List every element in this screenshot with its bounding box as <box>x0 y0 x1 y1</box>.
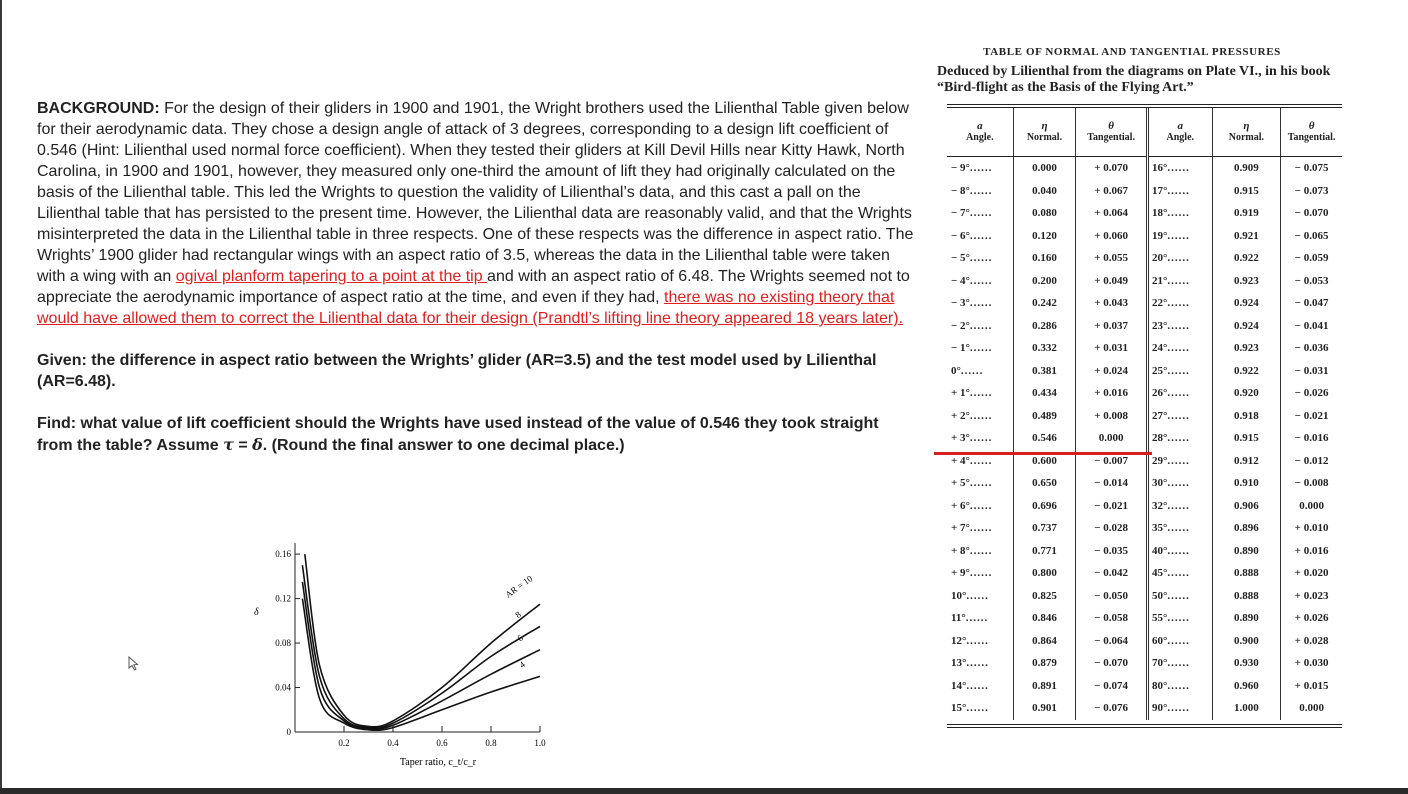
table-row <box>947 180 1342 203</box>
y-tick-label: 0.08 <box>275 638 291 649</box>
cell-angle: + 6°...... <box>947 495 1013 518</box>
y-tick-label: 0.04 <box>275 682 291 693</box>
leader-dots: ...... <box>969 522 993 535</box>
header-angle: a Angle. <box>947 108 1013 157</box>
cell-normal: 0.546 <box>1013 427 1076 450</box>
highlight-prandtl: there was no existing theory that would have allowed them to correct the Lilienthal data for their design (Prandtl’s lifting line theory appeared 18 years later). <box>37 289 903 327</box>
cell-angle: + 3°...... <box>947 427 1013 450</box>
y-tick-label: 0.16 <box>275 549 291 560</box>
leader-dots: ...... <box>1167 702 1190 715</box>
find-equals: = <box>233 437 253 454</box>
cell-normal: 0.650 <box>1013 472 1076 495</box>
cell-normal: 0.489 <box>1013 405 1076 428</box>
leader-dots: ...... <box>966 634 989 647</box>
table-row <box>947 315 1342 338</box>
cell-angle: 15°...... <box>947 697 1013 720</box>
cell-angle-2: 70°...... <box>1147 652 1212 675</box>
background-text-2: and with an aspect ratio of 6.48. The Wrights seemed not to appreciate the aerodynamic importance of aspect ratio at the time, and even if they had, <box>37 268 910 306</box>
cell-normal: 0.332 <box>1013 337 1076 360</box>
cell-angle-2: 80°...... <box>1147 675 1212 698</box>
cell-angle-2: 21°...... <box>1147 270 1212 293</box>
cell-normal-2: 0.915 <box>1212 427 1281 450</box>
leader-dots: ...... <box>1167 544 1190 557</box>
cell-angle-2: 17°...... <box>1147 180 1212 203</box>
leader-dots: ...... <box>1167 274 1190 287</box>
cell-normal: 0.160 <box>1013 247 1076 270</box>
cell-tangential-2: + 0.010 <box>1294 522 1329 535</box>
cell-normal-2: 0.896 <box>1212 517 1281 540</box>
highlight-row-underline <box>934 452 1152 455</box>
cell-angle: + 2°...... <box>947 405 1013 428</box>
cell-angle: + 1°...... <box>947 382 1013 405</box>
table-row <box>947 427 1342 450</box>
cell-angle-2: 18°...... <box>1147 202 1212 225</box>
leader-dots: ...... <box>1167 342 1190 355</box>
cell-tangential: + 0.037 <box>1076 315 1148 338</box>
leader-dots: ...... <box>1167 252 1190 265</box>
leader-dots: ...... <box>960 364 984 377</box>
cell-normal-2: 0.921 <box>1212 225 1281 248</box>
cell-angle-2: 45°...... <box>1147 562 1212 585</box>
cell-tangential-2: + 0.015 <box>1294 679 1329 692</box>
cell-normal: 0.864 <box>1013 630 1076 653</box>
y-ticks <box>275 549 300 737</box>
lilienthal-table-panel <box>928 46 1346 715</box>
leader-dots: ...... <box>1167 589 1190 602</box>
leader-dots: ...... <box>1167 229 1190 242</box>
leader-dots: ...... <box>969 477 993 490</box>
series-line <box>302 599 540 731</box>
cell-tangential: + 0.016 <box>1076 382 1148 405</box>
background-text-1: For the design of their gliders in 1900 and 1901, the Wright brothers used the Lilienthal Table given below for their aerodynamic data. They chose a design angle of attack of 3 degrees, corresponding to a design lift coefficient of 0.546 (Hint: Lilienthal used normal force coefficient). When they tested their gliders at Kill Devil Hills near Kitty Hawk, North Carolina, in 1900 and 1901, however, they measured only one-third the amount of lift they had originally calculated on the basis of the Lilienthal table. This led the Wrights to question the validity of Lilienthal’s data, and this cast a pall on the Lilienthal table that has persisted to the present time. However, the Lilienthal data are reasonably valid, and that the Wrights misinterpreted the data in the Lilienthal table in three respects. One of these respects was the difference in aspect ratio. The Wrights’ 1900 glider had rectangular wings with an aspect ratio of 3.5, whereas the data in the Lilienthal table were taken with a wing with an <box>37 100 914 285</box>
cell-normal: 0.696 <box>1013 495 1076 518</box>
cell-angle: 13°...... <box>947 652 1013 675</box>
leader-dots: ...... <box>1167 319 1190 332</box>
cell-normal: 0.120 <box>1013 225 1076 248</box>
cell-normal-2: 0.910 <box>1212 472 1281 495</box>
leader-dots: ...... <box>1167 477 1190 490</box>
table-row <box>947 360 1342 383</box>
cell-angle-2: 40°...... <box>1147 540 1212 563</box>
table-row <box>947 202 1342 225</box>
cell-normal-2: 0.912 <box>1212 450 1281 473</box>
leader-dots: ...... <box>969 567 993 580</box>
leader-dots: ...... <box>1167 454 1190 467</box>
cell-normal-2: 0.922 <box>1212 247 1281 270</box>
cell-angle: − 9°...... <box>947 157 1013 180</box>
cell-angle: − 7°...... <box>947 202 1013 225</box>
leader-dots: ...... <box>969 342 993 355</box>
cell-normal: 0.901 <box>1013 697 1076 720</box>
cell-angle: 14°...... <box>947 675 1013 698</box>
find-text-2: . (Round the final answer to one decimal place.) <box>262 437 625 454</box>
table-row <box>947 292 1342 315</box>
leader-dots: ...... <box>1167 409 1190 422</box>
cell-angle-2: 28°...... <box>1147 427 1212 450</box>
cell-angle-2: 50°...... <box>1147 585 1212 608</box>
cell-tangential-2: − 0.012 <box>1294 454 1329 467</box>
cell-tangential: + 0.055 <box>1076 247 1148 270</box>
table-header-row <box>947 108 1342 157</box>
cell-tangential: + 0.008 <box>1076 405 1148 428</box>
cell-tangential-2: + 0.026 <box>1294 612 1329 625</box>
table-row <box>947 540 1342 563</box>
table-row <box>947 652 1342 675</box>
cell-angle-2: 60°...... <box>1147 630 1212 653</box>
highlight-planform: ogival planform tapering to a point at the tip <box>175 268 488 285</box>
cell-tangential: − 0.074 <box>1076 675 1148 698</box>
cell-tangential-2: − 0.016 <box>1294 432 1329 445</box>
x-tick-label: 1.0 <box>534 738 546 748</box>
leader-dots: ...... <box>1167 297 1190 310</box>
cell-tangential-2: 0.000 <box>1299 702 1324 715</box>
leader-dots: ...... <box>1167 432 1190 445</box>
cell-normal-2: 0.922 <box>1212 360 1281 383</box>
cell-tangential: − 0.021 <box>1076 495 1148 518</box>
cell-angle-2: 24°...... <box>1147 337 1212 360</box>
cell-angle: − 5°...... <box>947 247 1013 270</box>
x-tick-label: 0.4 <box>387 738 399 748</box>
lilienthal-table <box>947 108 1342 720</box>
table-row <box>947 337 1342 360</box>
cell-angle: 11°...... <box>947 607 1013 630</box>
cell-normal-2: 0.909 <box>1212 157 1281 180</box>
cell-angle: + 5°...... <box>947 472 1013 495</box>
cell-angle-2: 32°...... <box>1147 495 1212 518</box>
leader-dots: ...... <box>969 162 993 175</box>
cell-angle: + 4°...... <box>947 450 1013 473</box>
leader-dots: ...... <box>1167 184 1190 197</box>
header-tangential-2: θ Tangential. <box>1281 108 1342 157</box>
cell-tangential-2: − 0.065 <box>1294 229 1329 242</box>
cell-normal-2: 0.888 <box>1212 585 1281 608</box>
cell-angle-2: 16°...... <box>1147 157 1212 180</box>
find-paragraph <box>37 413 917 456</box>
table-row <box>947 495 1342 518</box>
cell-angle: 0°...... <box>947 360 1013 383</box>
header-angle-2: a Angle. <box>1147 108 1212 157</box>
cell-tangential-2: + 0.016 <box>1294 544 1329 557</box>
cell-normal-2: 0.923 <box>1212 337 1281 360</box>
leader-dots: ...... <box>1167 499 1190 512</box>
lilienthal-title: TABLE OF NORMAL AND TANGENTIAL PRESSURES <box>983 46 1281 58</box>
cell-tangential: − 0.035 <box>1076 540 1148 563</box>
cell-tangential-2: − 0.031 <box>1294 364 1329 377</box>
cell-normal-2: 0.923 <box>1212 270 1281 293</box>
cell-angle-2: 27°...... <box>1147 405 1212 428</box>
y-axis-label: δ <box>254 607 259 618</box>
table-row <box>947 562 1342 585</box>
table-row <box>947 382 1342 405</box>
cell-normal: 0.242 <box>1013 292 1076 315</box>
cell-normal-2: 0.915 <box>1212 180 1281 203</box>
table-row <box>947 630 1342 653</box>
cell-tangential: 0.000 <box>1076 427 1148 450</box>
cell-tangential: − 0.058 <box>1076 607 1148 630</box>
cell-normal-2: 0.920 <box>1212 382 1281 405</box>
taper-ratio-chart <box>240 525 580 775</box>
leader-dots: ...... <box>966 657 989 670</box>
cell-tangential: − 0.050 <box>1076 585 1148 608</box>
cell-tangential-2: − 0.021 <box>1294 409 1329 422</box>
cell-angle: − 3°...... <box>947 292 1013 315</box>
cell-angle: − 6°...... <box>947 225 1013 248</box>
cell-angle: − 4°...... <box>947 270 1013 293</box>
cell-normal-2: 0.919 <box>1212 202 1281 225</box>
header-tangential: θ Tangential. <box>1076 108 1148 157</box>
cell-tangential-2: − 0.047 <box>1294 297 1329 310</box>
window-frame-left <box>0 0 2 794</box>
cell-angle: − 8°...... <box>947 180 1013 203</box>
leader-dots: ...... <box>969 184 993 197</box>
cell-normal-2: 0.918 <box>1212 405 1281 428</box>
series-label: AR = 10 <box>503 573 535 600</box>
cell-tangential-2: − 0.059 <box>1294 252 1329 265</box>
cell-tangential-2: − 0.070 <box>1294 207 1329 220</box>
table-bottom-rule-2 <box>947 727 1342 728</box>
cell-normal: 0.434 <box>1013 382 1076 405</box>
cell-angle-2: 30°...... <box>1147 472 1212 495</box>
cell-normal: 0.040 <box>1013 180 1076 203</box>
cell-tangential-2: − 0.026 <box>1294 387 1329 400</box>
leader-dots: ...... <box>1167 162 1190 175</box>
leader-dots: ...... <box>969 274 993 287</box>
cell-angle-2: 19°...... <box>1147 225 1212 248</box>
cell-normal-2: 0.890 <box>1212 607 1281 630</box>
cell-normal-2: 0.924 <box>1212 292 1281 315</box>
cell-angle: + 9°...... <box>947 562 1013 585</box>
series-label: 6 <box>515 632 525 644</box>
leader-dots: ...... <box>969 432 993 445</box>
cell-tangential-2: − 0.041 <box>1294 319 1329 332</box>
leader-dots: ...... <box>969 252 993 265</box>
mouse-pointer-icon <box>128 656 142 672</box>
cell-normal: 0.846 <box>1013 607 1076 630</box>
cell-normal-2: 0.900 <box>1212 630 1281 653</box>
cell-normal-2: 0.924 <box>1212 315 1281 338</box>
cell-tangential: − 0.028 <box>1076 517 1148 540</box>
leader-dots: ...... <box>969 544 993 557</box>
cell-angle-2: 23°...... <box>1147 315 1212 338</box>
leader-dots: ...... <box>1167 207 1190 220</box>
cell-normal-2: 0.906 <box>1212 495 1281 518</box>
cell-angle-2: 20°...... <box>1147 247 1212 270</box>
series-label: 8 <box>513 609 523 621</box>
table-row <box>947 157 1342 180</box>
cell-tangential-2: + 0.028 <box>1294 634 1329 647</box>
lilienthal-table-wrap <box>947 104 1342 728</box>
leader-dots: ...... <box>966 679 989 692</box>
cell-tangential-2: − 0.073 <box>1294 184 1329 197</box>
problem-statement <box>37 98 917 456</box>
header-normal-2: η Normal. <box>1212 108 1281 157</box>
leader-dots: ...... <box>1167 567 1190 580</box>
cell-tangential: − 0.042 <box>1076 562 1148 585</box>
cell-normal: 0.200 <box>1013 270 1076 293</box>
leader-dots: ...... <box>1167 679 1190 692</box>
table-row <box>947 697 1342 720</box>
y-tick-label: 0 <box>286 727 291 737</box>
x-axis-label: Taper ratio, c_t/c_r <box>399 757 477 768</box>
leader-dots: ...... <box>969 409 993 422</box>
cell-tangential-2: + 0.030 <box>1294 657 1329 670</box>
cell-normal-2: 1.000 <box>1212 697 1281 720</box>
header-normal: η Normal. <box>1013 108 1076 157</box>
cell-angle-2: 55°...... <box>1147 607 1212 630</box>
cell-tangential-2: 0.000 <box>1299 499 1324 512</box>
table-row <box>947 585 1342 608</box>
cell-normal: 0.825 <box>1013 585 1076 608</box>
cell-normal-2: 0.888 <box>1212 562 1281 585</box>
leader-dots: ...... <box>969 387 993 400</box>
cell-tangential: + 0.049 <box>1076 270 1148 293</box>
table-row <box>947 472 1342 495</box>
leader-dots: ...... <box>1167 364 1190 377</box>
cell-angle-2: 25°...... <box>1147 360 1212 383</box>
cell-tangential: − 0.070 <box>1076 652 1148 675</box>
leader-dots: ...... <box>969 499 993 512</box>
cell-tangential: + 0.064 <box>1076 202 1148 225</box>
leader-dots: ...... <box>966 702 989 715</box>
lilienthal-subtitle: Deduced by Lilienthal from the diagrams on Plate VI., in his book “Bird-flight as the Basis of the Flying Art.” <box>937 64 1331 95</box>
cell-normal-2: 0.890 <box>1212 540 1281 563</box>
cell-tangential: + 0.043 <box>1076 292 1148 315</box>
cell-tangential-2: − 0.008 <box>1294 477 1329 490</box>
cell-normal: 0.879 <box>1013 652 1076 675</box>
cell-tangential: + 0.070 <box>1076 157 1148 180</box>
cell-tangential: + 0.031 <box>1076 337 1148 360</box>
cell-normal: 0.891 <box>1013 675 1076 698</box>
cell-normal-2: 0.930 <box>1212 652 1281 675</box>
table-row <box>947 517 1342 540</box>
cell-tangential-2: + 0.023 <box>1294 589 1329 602</box>
x-tick-label: 0.6 <box>436 738 448 748</box>
cell-tangential: + 0.067 <box>1076 180 1148 203</box>
cell-tangential-2: − 0.075 <box>1294 162 1329 175</box>
series-line <box>305 554 540 727</box>
cell-angle-2: 26°...... <box>1147 382 1212 405</box>
table-bottom-rule <box>947 724 1342 725</box>
cell-angle-2: 29°...... <box>1147 450 1212 473</box>
cell-normal-2: 0.960 <box>1212 675 1281 698</box>
leader-dots: ...... <box>969 229 993 242</box>
cell-tangential-2: − 0.036 <box>1294 342 1329 355</box>
find-text-1: Find: what value of lift coefficient should the Wrights have used instead of the value of 0.546 they took straight from the table? Assume <box>37 415 879 454</box>
cell-tangential-2: + 0.020 <box>1294 567 1329 580</box>
cell-angle-2: 35°...... <box>1147 517 1212 540</box>
table-row <box>947 675 1342 698</box>
x-tick-label: 0.2 <box>338 738 350 748</box>
leader-dots: ...... <box>1167 657 1190 670</box>
tau-symbol: τ <box>223 435 234 454</box>
table-row <box>947 270 1342 293</box>
cell-normal: 0.286 <box>1013 315 1076 338</box>
table-row <box>947 607 1342 630</box>
delta-curves <box>302 554 540 730</box>
cell-angle: 12°...... <box>947 630 1013 653</box>
cell-angle-2: 90°...... <box>1147 697 1212 720</box>
cell-tangential-2: − 0.053 <box>1294 274 1329 287</box>
cell-tangential: + 0.024 <box>1076 360 1148 383</box>
cell-angle-2: 22°...... <box>1147 292 1212 315</box>
lilienthal-table-body <box>947 157 1342 720</box>
leader-dots: ...... <box>969 207 993 220</box>
x-tick-label: 0.8 <box>485 738 497 748</box>
background-label: BACKGROUND: <box>37 100 160 117</box>
cell-tangential: − 0.064 <box>1076 630 1148 653</box>
cell-angle: − 2°...... <box>947 315 1013 338</box>
window-frame-bottom <box>0 788 1408 794</box>
leader-dots: ...... <box>1167 634 1190 647</box>
leader-dots: ...... <box>969 319 993 332</box>
cell-angle: + 8°...... <box>947 540 1013 563</box>
cell-normal: 0.381 <box>1013 360 1076 383</box>
cell-normal: 0.800 <box>1013 562 1076 585</box>
cell-angle: + 7°...... <box>947 517 1013 540</box>
given-paragraph: Given: the difference in aspect ratio between the Wrights’ glider (AR=3.5) and the test model used by Lilienthal (AR=6.48). <box>37 352 877 390</box>
leader-dots: ...... <box>1167 387 1190 400</box>
leader-dots: ...... <box>966 589 989 602</box>
leader-dots: ...... <box>1167 612 1190 625</box>
cell-normal: 0.600 <box>1013 450 1076 473</box>
cell-normal: 0.080 <box>1013 202 1076 225</box>
table-row <box>947 405 1342 428</box>
cell-tangential: − 0.007 <box>1076 450 1148 473</box>
cell-normal: 0.771 <box>1013 540 1076 563</box>
leader-dots: ...... <box>969 297 993 310</box>
background-paragraph <box>37 98 917 329</box>
delta-symbol: δ <box>252 435 263 454</box>
series-label: 4 <box>517 659 527 671</box>
cell-normal: 0.737 <box>1013 517 1076 540</box>
table-row <box>947 225 1342 248</box>
y-tick-label: 0.12 <box>275 593 291 604</box>
cell-tangential: − 0.014 <box>1076 472 1148 495</box>
cell-tangential: + 0.060 <box>1076 225 1148 248</box>
table-row <box>947 247 1342 270</box>
cell-normal: 0.000 <box>1013 157 1076 180</box>
leader-dots: ...... <box>965 612 989 625</box>
cell-tangential: − 0.076 <box>1076 697 1148 720</box>
table-top-rule <box>947 104 1342 105</box>
leader-dots: ...... <box>1167 522 1190 535</box>
leader-dots: ...... <box>969 454 993 467</box>
cell-angle: 10°...... <box>947 585 1013 608</box>
cell-angle: − 1°...... <box>947 337 1013 360</box>
